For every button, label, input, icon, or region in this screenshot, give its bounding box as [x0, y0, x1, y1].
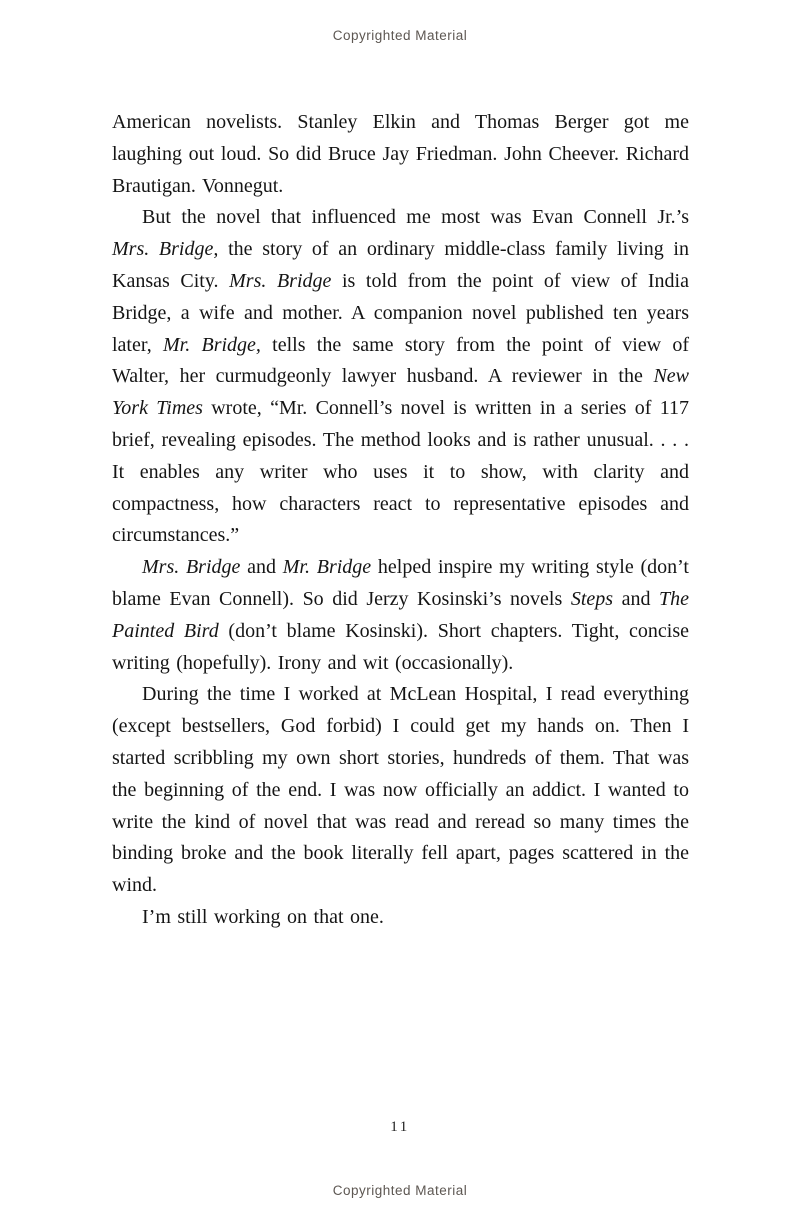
italic-text-segment: Mr. Bridge — [282, 556, 372, 579]
text-segment: I’m still working on that one. — [142, 905, 384, 928]
paragraph — [112, 679, 689, 902]
italic-text-segment: Steps — [570, 587, 614, 610]
text-segment: tells the same story from the point of view of Walter, her curmudgeonly lawyer husband. A reviewer in the — [112, 333, 689, 388]
italic-text-segment: Mrs. Bridge, — [112, 238, 219, 261]
copyright-notice-bottom: Copyrighted Material — [332, 1183, 468, 1198]
text-segment: is told from the point of view of India Bridge, a wife and mother. A companion novel published ten years later, — [112, 269, 689, 356]
text-segment: and — [240, 556, 283, 579]
page-number: 11 — [390, 1119, 410, 1135]
paragraph — [112, 202, 689, 552]
paragraph — [112, 552, 689, 679]
text-segment: (don’t blame Kosinski). Short chapters. Tight, concise writing (hopefully). Irony and wit (occasionally). — [112, 619, 690, 674]
copyright-notice-top: Copyrighted Material — [332, 28, 468, 43]
text-segment: During the time I worked at McLean Hospital, I read everything (except bestsellers, God forbid) I could get my hands on. Then I started scribbling my own short stories, hundreds of them. That was the beginning of the end. I was now officially an addict. I wanted to write the kind of novel that was read and reread so many times the binding broke and the book literally fell apart, pages scattered in the wind. — [112, 683, 689, 897]
italic-text-segment: Mrs. Bridge — [142, 556, 241, 579]
italic-text-segment: The Painted Bird — [112, 587, 689, 642]
italic-text-segment: Mr. Bridge, — [163, 333, 261, 356]
book-page-text-block — [112, 107, 689, 934]
italic-text-segment: Mrs. Bridge — [229, 269, 332, 292]
text-segment: But the novel that influenced me most was Evan Connell Jr.’s — [142, 206, 689, 229]
text-segment: helped inspire my writing style (don’t blame Evan Connell). So did Jerzy Kosinski’s novels — [112, 556, 689, 610]
text-segment: and — [613, 587, 659, 610]
text-segment: the story of an ordinary middle-class family living in Kansas City. — [112, 238, 689, 292]
paragraph — [112, 902, 689, 934]
paragraph — [112, 107, 689, 202]
text-segment: American novelists. Stanley Elkin and Thomas Berger got me laughing out loud. So did Bruce Jay Friedman. John Cheever. Richard Brautigan. Vonnegut. — [112, 111, 689, 197]
italic-text-segment: New York Times — [112, 365, 689, 420]
text-segment: wrote, “Mr. Connell’s novel is written in a series of 117 brief, revealing episodes. The method looks and is rather unusual. . . . It enables any writer who uses it to show, with clarity and compactness, how characters react to representative episodes and circumstances.” — [112, 397, 689, 547]
